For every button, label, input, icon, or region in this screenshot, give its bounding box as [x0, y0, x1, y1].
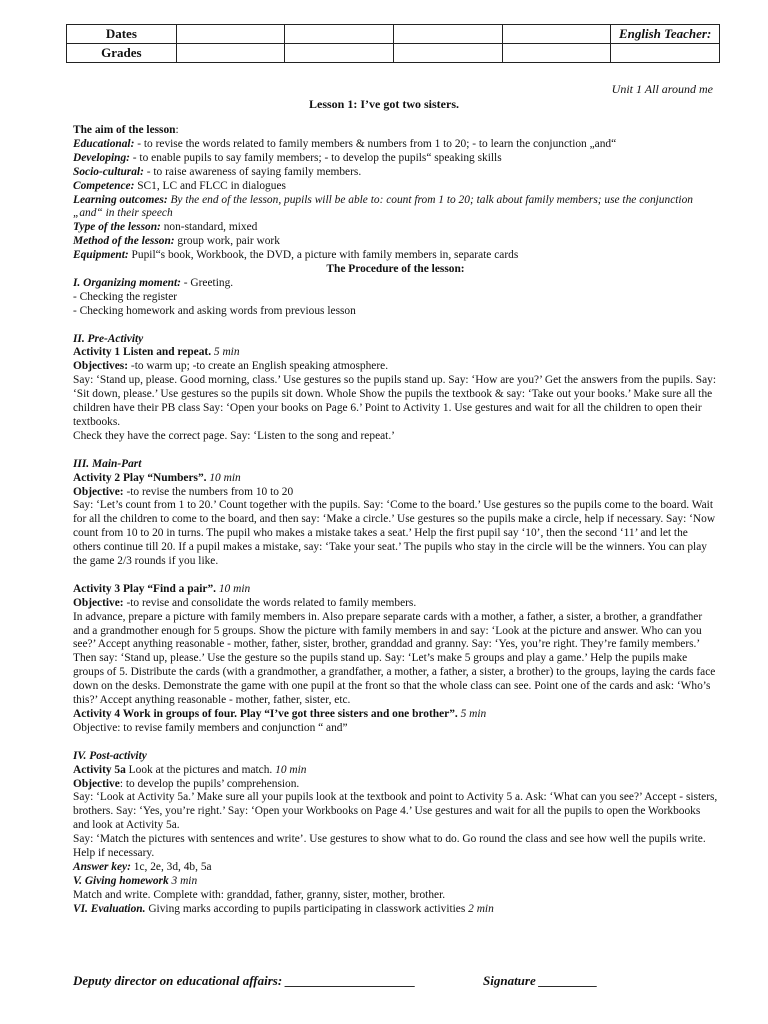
aim-heading: The aim of the lesson: [73, 124, 179, 136]
activity-2-objective: Objective: -to revise the numbers from 10 to 20 [73, 485, 294, 498]
procedure-heading: The Procedure of the lesson: [326, 263, 465, 276]
activity-5a-objective: Objective: to develop the pupils’ comprehension. [73, 777, 300, 790]
date-cell [502, 25, 611, 44]
activity-4-title: Activity 4 Work in groups of four. Play “I’ve got three sisters and one brother”. 5 min [73, 708, 487, 721]
list-item: - Checking the register [73, 290, 178, 303]
main-part-heading: III. Main-Part [73, 457, 142, 470]
homework-text: Match and write. Complete with: granddad, father, granny, sister, mother, brother. [73, 888, 446, 901]
grade-cell [285, 44, 394, 63]
list-item: - Checking homework and asking words from previous lesson [73, 304, 356, 317]
equipment-line: Equipment: Pupil“s book, Workbook, the DVD, a picture with family members in, separate cards [73, 249, 519, 262]
date-cell [394, 25, 503, 44]
activity-3-text: In advance, prepare a picture with family members in. Also prepare separate cards with a mother, a father, a sister, a brother, a grandfather and a grandmother enough for 5 groups. Show the picture with family members in and say: ‘Look at the picture and answer. Who can you see?’ Accept anything reasonable - mother, father, sister, brother, granddad and granny. Say: ‘Yes, you’re right. They’re family members.’ Then say: ‘Stand up, please.’ Use the gesture so the pupils stand up. Say: ‘Let’s make 5 groups and play a game.’ Help the pupils make groups of 5. Distribute the cards (with a grandmother, a grandfather, a mother, a father, a sister, a brother) to the groups, laying the cards face down on the desks. Demonstrate the game with one pupil at the front so that the whole class can see. Point one of the cards and ask: ‘Who’s this?’ Accept anything reasonable - mother, father, sister, etc. [73, 610, 716, 707]
activity-5a-title: Activity 5a Look at the pictures and match. 10 min [73, 763, 307, 776]
lesson-body [73, 124, 718, 917]
teacher-name-cell [611, 44, 720, 63]
activity-1-title: Activity 1 Listen and repeat. 5 min [73, 346, 240, 359]
signature-line: Signature _________ [483, 973, 598, 988]
english-teacher-label: English Teacher: [611, 25, 720, 44]
socio-cultural-line: Socio-cultural: - to raise awareness of saying family members. [73, 165, 362, 178]
lesson-type-line: Type of the lesson: non-standard, mixed [73, 221, 258, 234]
learning-outcomes-line: Learning outcomes: By the end of the lesson, pupils will be able to: count from 1 to 20; talk about family members; use the conjunction „and“ in their speech [73, 193, 693, 220]
organizing-moment-line: I. Organizing moment: - Greeting. [73, 276, 234, 289]
educational-line: Educational: - to revise the words related to family members & numbers from 1 to 20; - to learn the conjunction „and“ [73, 137, 617, 150]
activity-2-title: Activity 2 Play “Numbers”. 10 min [73, 471, 241, 484]
dates-grades-table [66, 24, 720, 63]
activity-5a-text: Say: ‘Look at Activity 5a.’ Make sure all your pupils look at the textbook and point to Activity 5 a. Ask: ‘What can you see?’ Accept - sisters, brothers. Say: ‘Yes, you’re right.’ Say: ‘Open your Workbooks on Page 4.’ Use gestures and wait for all the pupils to open the Workbooks and look at Activity 5a. [73, 791, 718, 832]
deputy-director-line: Deputy director on educational affairs: ____________________ [73, 973, 416, 988]
activity-1-objective: Objectives: -to warm up; -to create an English speaking atmosphere. [73, 360, 389, 373]
dates-row [67, 25, 720, 44]
grade-cell [502, 44, 611, 63]
pre-activity-heading: II. Pre-Activity [73, 332, 144, 345]
developing-line: Developing: - to enable pupils to say family members; - to develop the pupils“ speaking skills [73, 151, 502, 164]
dates-label: Dates [67, 25, 177, 44]
grades-row [67, 44, 720, 63]
activity-2-text: Say: ‘Let’s count from 1 to 20.’ Count together with the pupils. Say: ‘Come to the board.’ Use gestures so the pupils come to the board. Wait for all the children to come to the board, and then say: ‘Make a circle.’ Use gestures so the pupils make a circle, help if necessary. Say: ‘Now count from 10 to 20 in turns. The pupil who makes a mistake takes a seat.’ Help the first pupil say ‘10’, then the second ‘11’ and let the others continue till 20. If a pupil makes a mistake, say: ‘Take your seat.’ The pupils who stay in the circle will be the winners. You can play the game 2/3 rounds if you like. [73, 499, 716, 568]
activity-1-text: Say: ‘Stand up, please. Good morning, class.’ Use gestures so the pupils stand up. Say: ‘How are you?’ Get the answers from the pupils. Say: ‘Sit down, please.’ Use gestures so the pupils sit down. Whole Show the pupils the textbook & say: ‘Take out your books.’ Make sure all the children have their PB class Say: ‘Open your books on Page 6.’ Point to Activity 1. Use gestures and wait for all the children to open their textbooks. [73, 374, 717, 429]
grade-cell [394, 44, 503, 63]
activity-1-text-2: Check they have the correct page. Say: ‘Listen to the song and repeat.’ [73, 429, 395, 442]
grade-cell [176, 44, 285, 63]
activity-4-objective: Objective: to revise family members and conjunction “ and” [73, 721, 348, 734]
competence-line: Competence: SC1, LC and FLCC in dialogues [73, 179, 286, 192]
date-cell [285, 25, 394, 44]
activity-3-title: Activity 3 Play “Find a pair”. 10 min [73, 582, 251, 595]
activity-3-objective: Objective: -to revise and consolidate the words related to family members. [73, 596, 417, 609]
lesson-title: Lesson 1: I’ve got two sisters. [309, 97, 459, 111]
date-cell [176, 25, 285, 44]
lesson-method-line: Method of the lesson: group work, pair work [73, 235, 280, 248]
grades-label: Grades [67, 44, 177, 63]
evaluation-line: VI. Evaluation. Giving marks according to pupils participating in classwork activities 2 min [73, 902, 494, 915]
footer [73, 973, 723, 989]
unit-title: Unit 1 All around me [611, 82, 713, 96]
post-activity-heading: IV. Post-activity [73, 749, 147, 762]
activity-5a-text-2: Say: ‘Match the pictures with sentences and write’. Use gestures to show what to do. Go round the class and see how well the pupils write. Help if necessary. [73, 833, 706, 860]
homework-heading: V. Giving homework 3 min [73, 874, 198, 887]
answer-key-line: Answer key: 1c, 2e, 3d, 4b, 5a [73, 860, 212, 873]
